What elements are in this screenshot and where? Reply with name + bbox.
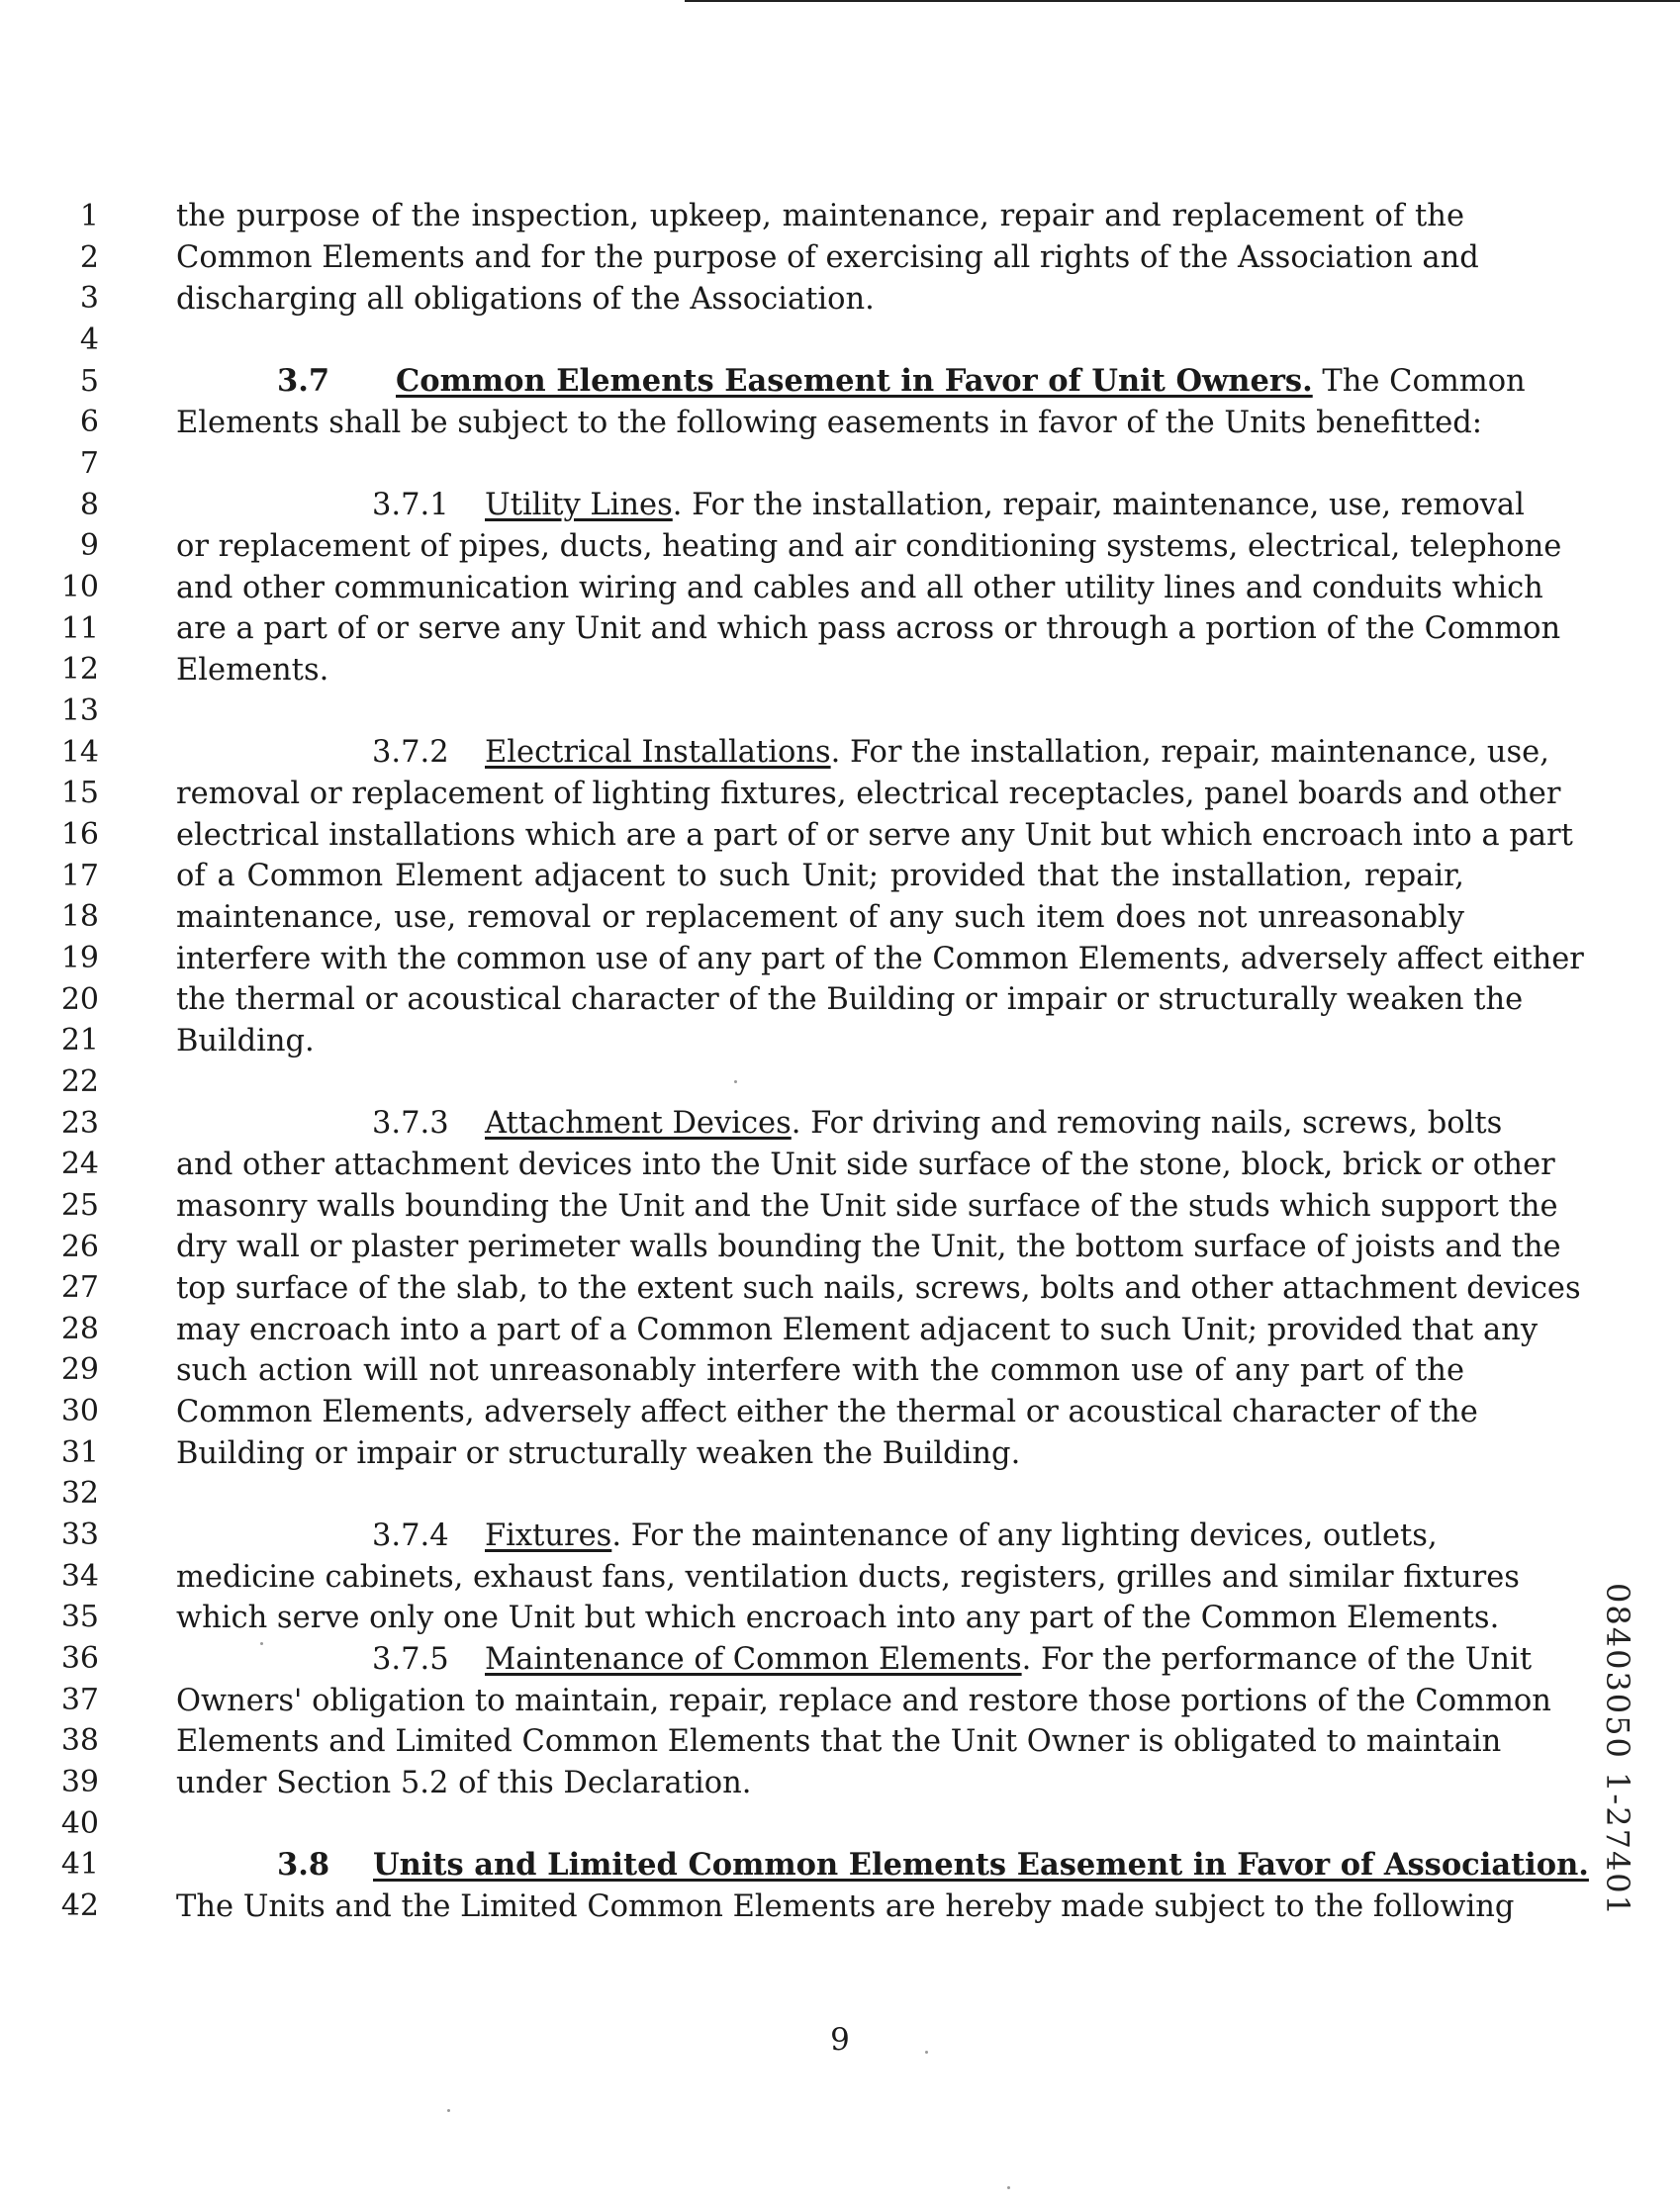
recording-stamp: 08403050 1-27401 — [1599, 1583, 1636, 1918]
subsection-3-7-2-heading: 3.7.2 Electrical Installations. For the installation, repair, maintenance, use, — [176, 732, 1464, 774]
subsection-number: 3.7.3 — [372, 1106, 449, 1141]
text-line: maintenance, use, removal or replacement of any such item does not unreasonably — [176, 900, 1464, 935]
text-line: Owners' obligation to maintain, repair, replace and restore those portions of the Common — [176, 1684, 1551, 1718]
text-line: Common Elements and for the purpose of exercising all rights of the Association and — [176, 240, 1479, 275]
line-number: 2 — [79, 239, 99, 275]
line-number: 29 — [60, 1352, 99, 1388]
line-number: 28 — [60, 1311, 99, 1346]
scan-speck — [734, 1080, 737, 1083]
section-3-8-heading — [176, 1845, 1589, 1886]
line-number: 12 — [60, 652, 99, 688]
text-line: or replacement of pipes, ducts, heating and air conditioning systems, electrical, telephone — [176, 529, 1562, 564]
line-number: 38 — [60, 1723, 99, 1759]
text-line: discharging all obligations of the Association. — [176, 282, 875, 317]
line-number: 15 — [60, 776, 99, 811]
scan-speck — [447, 2109, 450, 2112]
scan-speck — [1007, 2186, 1010, 2189]
line-number: 8 — [79, 487, 99, 522]
line-number: 24 — [60, 1147, 99, 1182]
subsection-title: Electrical Installations — [485, 735, 831, 770]
line-number: 22 — [60, 1063, 99, 1099]
text-line: the thermal or acoustical character of the Building or impair or structurally weaken the — [176, 982, 1524, 1017]
subsection-3-7-5-heading: 3.7.5 Maintenance of Common Elements. For the performance of the Unit — [176, 1639, 1464, 1681]
section-3-7-heading: 3.7 Common Elements Easement in Favor of Unit Owners. The Common — [176, 361, 1464, 403]
line-number: 7 — [79, 445, 99, 481]
line-number: 3 — [79, 281, 99, 317]
line-number: 40 — [60, 1805, 99, 1841]
text-line: which serve only one Unit but which encroach into any part of the Common Elements. — [176, 1601, 1500, 1635]
text-line: Elements and Limited Common Elements that the Unit Owner is obligated to maintain — [176, 1724, 1502, 1759]
text-line: medicine cabinets, exhaust fans, ventilation ducts, registers, grilles and similar fixtures — [176, 1560, 1520, 1595]
line-number: 31 — [60, 1434, 99, 1470]
text-line: masonry walls bounding the Unit and the Unit side surface of the studs which support the — [176, 1189, 1558, 1224]
line-number: 35 — [60, 1600, 99, 1635]
line-number: 18 — [60, 899, 99, 935]
line-number: 6 — [79, 405, 99, 440]
text-line: may encroach into a part of a Common Element adjacent to such Unit; provided that any — [176, 1313, 1539, 1347]
text-line: Elements. — [176, 653, 329, 688]
section-number: 3.7 — [277, 363, 330, 399]
subsection-number: 3.7.2 — [372, 735, 449, 770]
text-line: Building or impair or structurally weaken the Building. — [176, 1436, 1021, 1471]
line-number: 30 — [60, 1394, 99, 1429]
subsection-3-7-4-heading: 3.7.4 Fixtures. For the maintenance of any lighting devices, outlets, — [176, 1516, 1464, 1557]
subsection-title: Fixtures — [485, 1518, 612, 1553]
line-number: 14 — [60, 734, 99, 770]
line-number: 4 — [79, 322, 99, 357]
line-number: 41 — [60, 1847, 99, 1883]
subsection-3-7-3-heading: 3.7.3 Attachment Devices. For driving and removing nails, screws, bolts — [176, 1103, 1464, 1145]
text-line: interfere with the common use of any part of the Common Elements, adversely affect either — [176, 942, 1584, 976]
line-number: 26 — [60, 1229, 99, 1264]
text-line: top surface of the slab, to the extent such nails, screws, bolts and other attachment devices — [176, 1271, 1581, 1306]
line-number: 13 — [60, 692, 99, 728]
line-number: 25 — [60, 1187, 99, 1223]
line-number: 19 — [60, 940, 99, 975]
text-line: Elements shall be subject to the following easements in favor of the Units benefitted: — [176, 406, 1483, 440]
scan-speck — [925, 2051, 928, 2054]
text-line: the purpose of the inspection, upkeep, maintenance, repair and replacement of the — [176, 199, 1464, 233]
text-line: and other communication wiring and cables and all other utility lines and conduits which — [176, 571, 1543, 605]
page-number: 9 — [830, 2022, 850, 2058]
text-line: The Units and the Limited Common Elements are hereby made subject to the following — [176, 1889, 1515, 1924]
subsection-number: 3.7.4 — [372, 1518, 449, 1553]
line-number: 32 — [60, 1476, 99, 1512]
line-number: 20 — [60, 981, 99, 1017]
subsection-number: 3.7.5 — [372, 1642, 449, 1677]
line-number: 10 — [60, 569, 99, 604]
line-number: 1 — [79, 199, 99, 233]
line-number: 5 — [79, 363, 99, 399]
line-number: 16 — [60, 816, 99, 852]
line-number: 11 — [60, 610, 99, 646]
subsection-title: Maintenance of Common Elements — [485, 1642, 1022, 1677]
text-line: and other attachment devices into the Unit side surface of the stone, block, brick or other — [176, 1148, 1555, 1182]
subsection-3-7-1-heading: 3.7.1 Utility Lines. For the installation, repair, maintenance, use, removal — [176, 485, 1464, 526]
line-number: 21 — [60, 1023, 99, 1058]
line-number: 37 — [60, 1682, 99, 1717]
line-number: 17 — [60, 858, 99, 893]
line-number: 9 — [79, 528, 99, 564]
text-line: dry wall or plaster perimeter walls bounding the Unit, the bottom surface of joists and the — [176, 1230, 1561, 1264]
text-line: removal or replacement of lighting fixtures, electrical receptacles, panel boards and other — [176, 777, 1561, 811]
top-border-line — [685, 0, 1680, 2]
subsection-title: Utility Lines — [485, 488, 673, 522]
subsection-number: 3.7.1 — [372, 488, 449, 522]
text-line: such action will not unreasonably interfere with the common use of any part of the — [176, 1353, 1464, 1388]
line-number: 42 — [60, 1888, 99, 1924]
line-number: 33 — [60, 1518, 99, 1553]
line-number: 39 — [60, 1765, 99, 1800]
text-line: electrical installations which are a part of or serve any Unit but which encroach into a part — [176, 818, 1573, 853]
line-number: 23 — [60, 1105, 99, 1141]
section-title: Common Elements Easement in Favor of Unit Owners. — [396, 363, 1313, 399]
section-title: Units and Limited Common Elements Easement in Favor of Association. — [373, 1847, 1589, 1883]
line-number: 27 — [60, 1270, 99, 1306]
text-line: under Section 5.2 of this Declaration. — [176, 1766, 752, 1800]
line-number: 34 — [60, 1558, 99, 1594]
subsection-title: Attachment Devices — [485, 1106, 792, 1141]
scan-speck — [260, 1642, 263, 1645]
text-line: Common Elements, adversely affect either the thermal or acoustical character of the — [176, 1395, 1478, 1429]
section-number: 3.8 — [277, 1847, 330, 1883]
text-line: are a part of or serve any Unit and which pass across or through a portion of the Common — [176, 611, 1561, 646]
line-number: 36 — [60, 1641, 99, 1677]
text-line: Building. — [176, 1024, 315, 1058]
text-line: of a Common Element adjacent to such Unit; provided that the installation, repair, — [176, 859, 1464, 893]
